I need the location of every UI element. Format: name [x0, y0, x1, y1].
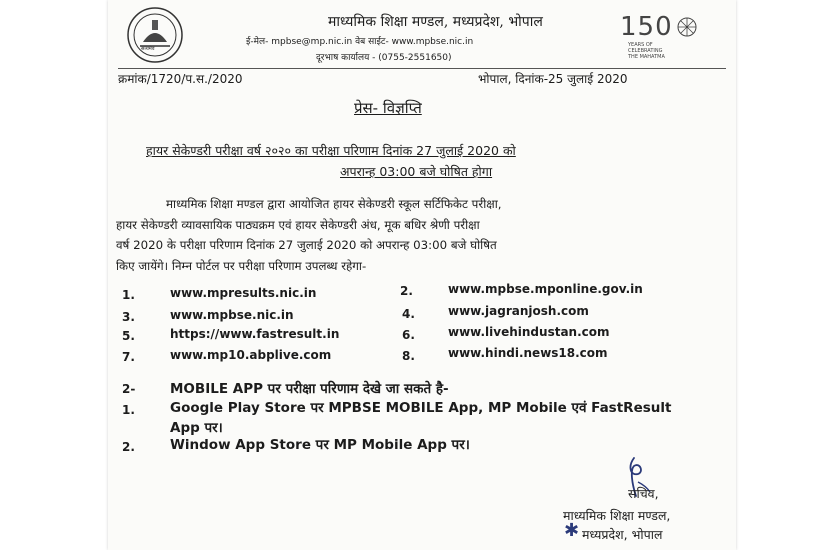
portal-number: 4. [402, 307, 415, 321]
portal-url[interactable]: www.jagranjosh.com [448, 304, 589, 318]
anniversary-number: 150 [620, 12, 673, 42]
emblem-motto: सत्यमेव [141, 46, 155, 52]
anniversary-line2: CELEBRATING [628, 48, 663, 54]
portal-url[interactable]: www.mpbse.mponline.gov.in [448, 282, 643, 296]
contact-info: ई-मेल- mpbse@mp.nic.in वेब साईट- www.mpbse.nic.in [246, 37, 474, 47]
portal-url[interactable]: www.hindi.news18.com [448, 346, 608, 360]
signature-flourish-icon: ✱ [564, 520, 580, 541]
body-line: वर्ष 2020 के परीक्षा परिणाम दिनांक 27 जुलाई 2020 को अपरान्ह 03:00 बजे घोषित [116, 238, 497, 252]
body-line: किए जायेंगे। निम्न पोर्टल पर परीक्षा परिणाम उपलब्ध रहेगा- [116, 259, 367, 273]
app-item-text: Google Play Store पर MPBSE MOBILE App, MP Mobile एवं FastResult [170, 400, 672, 416]
issue-date: भोपाल, दिनांक-25 जुलाई 2020 [478, 72, 628, 86]
reference-number: क्रमांक/1720/प.स./2020 [118, 72, 243, 86]
charkha-icon [676, 16, 698, 38]
phone-number: दूरभाष कार्यालय - (0755-2551650) [316, 53, 452, 63]
app-item-number: 1. [122, 403, 135, 417]
portal-number: 2. [400, 284, 413, 298]
designation: सचिव, [628, 486, 659, 501]
closing-org: माध्यमिक शिक्षा मण्डल, [563, 508, 671, 523]
portal-url[interactable]: www.livehindustan.com [448, 325, 610, 339]
anniversary-line3: THE MAHATMA [628, 54, 665, 60]
body-line: माध्यमिक शिक्षा मण्डल द्वारा आयोजित हायर सेकेण्डरी स्कूल सर्टिफिकेट परीक्षा, [166, 197, 502, 211]
body-line: हायर सेकेण्डरी व्यावसायिक पाठ्यक्रम एवं हायर सेकेण्डरी अंध, मूक बधिर श्रेणी परीक्षा [116, 218, 480, 232]
board-emblem-icon [126, 6, 184, 64]
section-number: 2- [122, 382, 136, 396]
portal-url[interactable]: www.mpbse.nic.in [170, 308, 294, 322]
gandhi-150-logo [620, 12, 700, 62]
organization-name: माध्यमिक शिक्षा मण्डल, मध्यप्रदेश, भोपाल [328, 14, 543, 30]
press-release-document [108, 0, 736, 550]
portal-url[interactable]: www.mpresults.nic.in [170, 286, 317, 300]
portal-number: 1. [122, 288, 135, 302]
closing-place: मध्यप्रदेश, भोपाल [582, 527, 663, 542]
app-item-number: 2. [122, 440, 135, 454]
app-item-text: Window App Store पर MP Mobile App पर। [170, 437, 470, 453]
mobile-app-heading: MOBILE APP पर परीक्षा परिणाम देखे जा सकते है- [170, 381, 449, 397]
portal-url[interactable]: www.mp10.abplive.com [170, 348, 332, 362]
portal-number: 5. [122, 329, 135, 343]
portal-number: 8. [402, 349, 415, 363]
document-title: प्रेस- विज्ञप्ति [354, 99, 422, 117]
anniversary-line1: YEARS OF [628, 42, 653, 48]
subject-line-1: हायर सेकेण्डरी परीक्षा वर्ष २०२० का परीक्षा परिणाम दिनांक 27 जुलाई 2020 को [146, 143, 516, 158]
app-item-text-continued: App पर। [170, 420, 223, 436]
portal-number: 3. [122, 310, 135, 324]
portal-url[interactable]: https://www.fastresult.in [170, 327, 340, 341]
portal-number: 6. [402, 328, 415, 342]
subject-line-2: अपरान्ह 03:00 बजे घोषित होगा [340, 164, 493, 179]
portal-number: 7. [122, 350, 135, 364]
header-divider [118, 68, 726, 69]
